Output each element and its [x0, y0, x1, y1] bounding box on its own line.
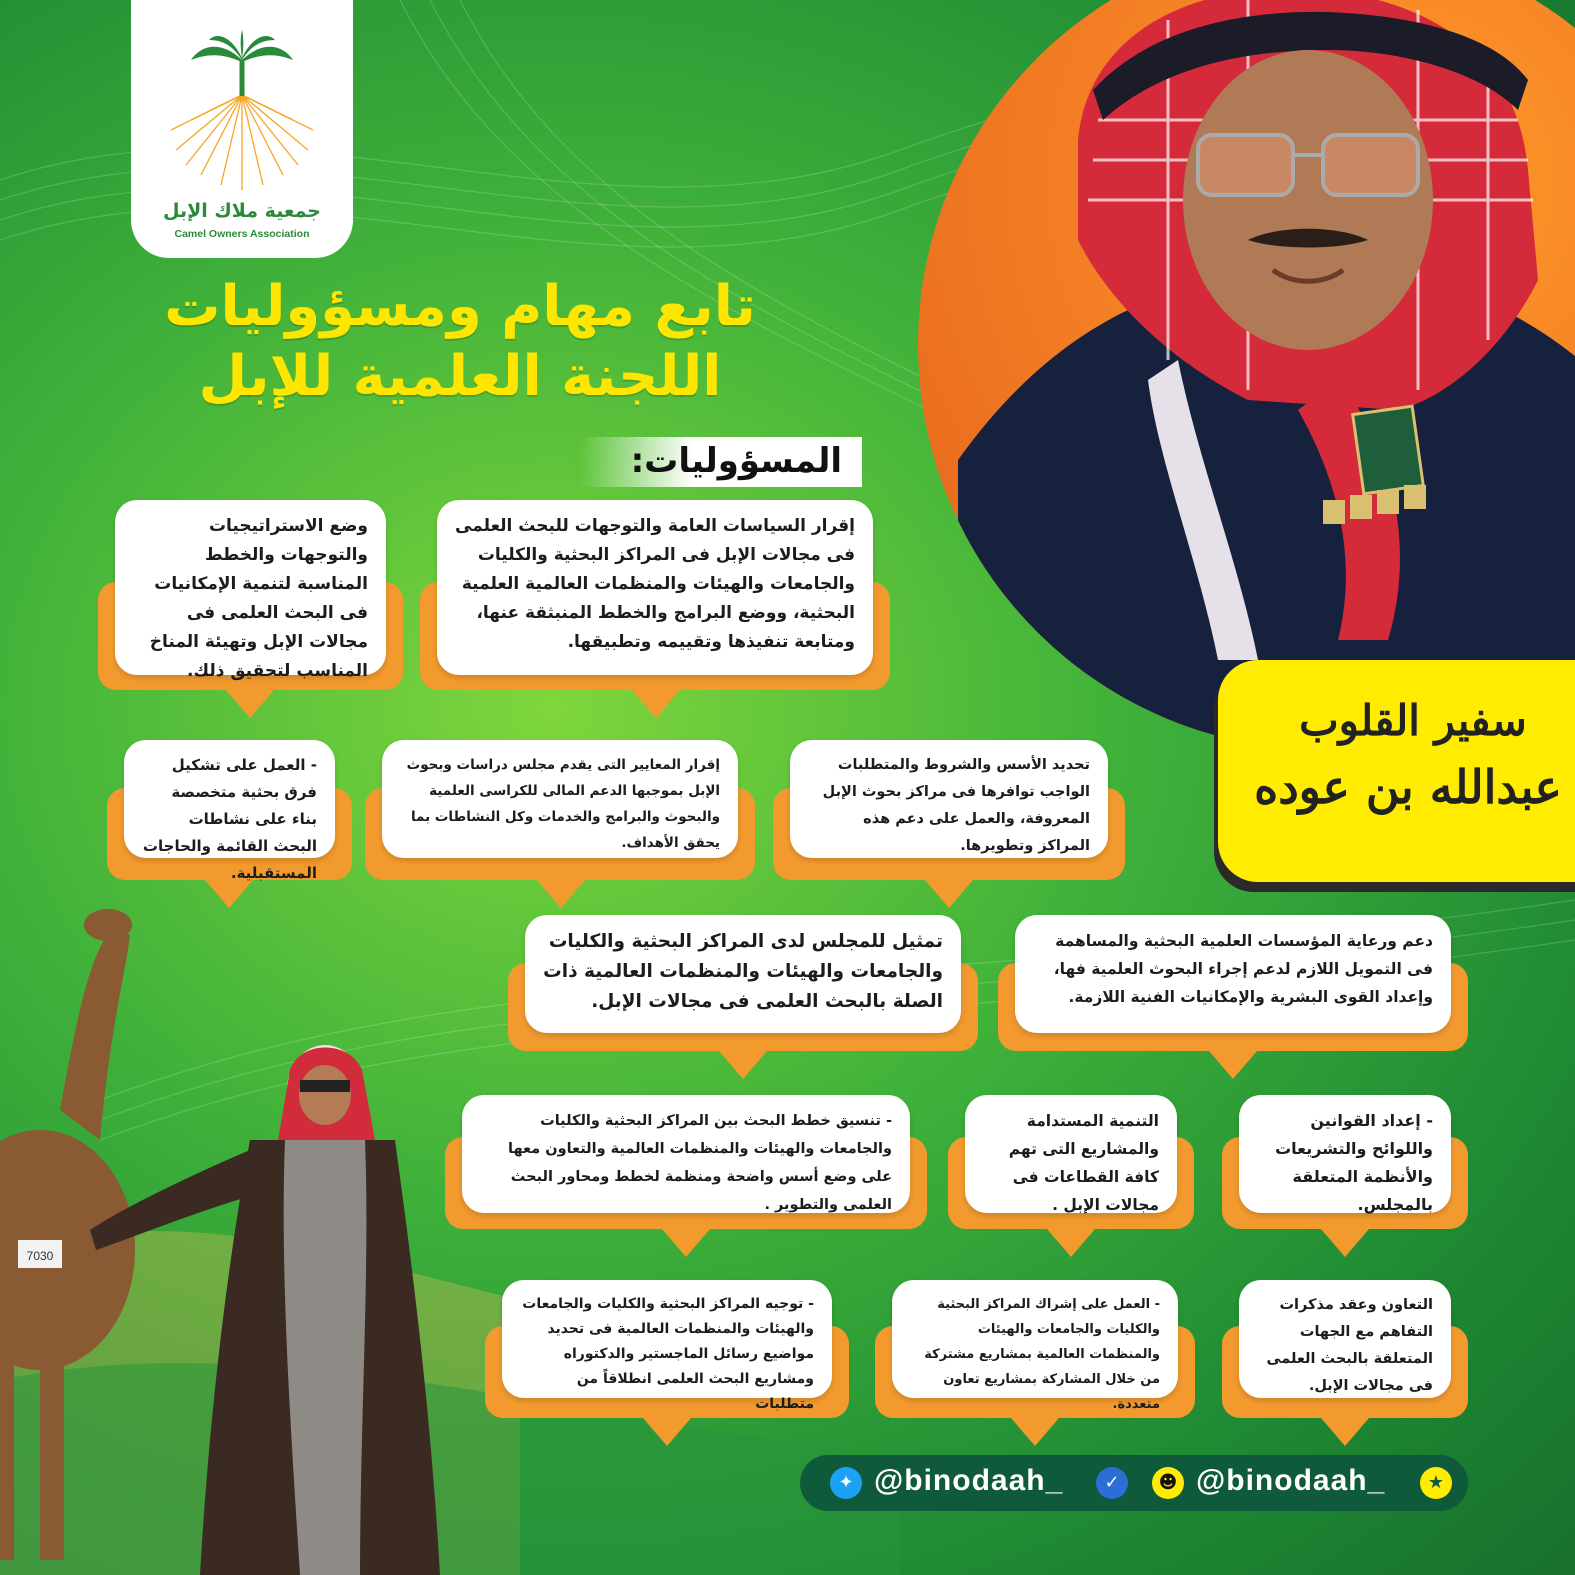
- responsibility-text-10: - تنسيق خطط البحث بين المراكز البحثية والكليات والجامعات والهيئات والمنظمات العالمية والتعاون معها على وضع أسس واضحة ومنظمة لخطط ومحاور البحث العلمى والتطوير .: [508, 1113, 892, 1213]
- responsibility-card-11: [1222, 1280, 1468, 1452]
- responsibility-text-1: إقرار السياسات العامة والتوجهات للبحث العلمى فى مجالات الإبل فى المراكز البحثية والكليات والجامعات والهيئات والمنظمات العالمية العلمية البحثية، ووضع البرامج والخطط المنبثقة عنها، ومتابعة تنفيذها وتقييمه وتطبيقها.: [455, 516, 855, 652]
- responsibility-text-8: - إعداد القوانين واللوائح والتشريعات والأنظمة المتعلقة بالمجلس.: [1275, 1111, 1433, 1214]
- responsibility-card-13: [485, 1280, 849, 1452]
- responsibility-text-3: تحديد الأسس والشروط والمتطلبات الواجب توافرها فى مراكز بحوث الإبل المعروفة، والعمل على دعم هذه المراكز وتطويرها.: [822, 757, 1090, 854]
- section-label: [580, 437, 862, 487]
- palm-tree-icon: [131, 0, 353, 200]
- responsibility-card-9: [948, 1095, 1194, 1265]
- page-title-line1: تابع مهام ومسؤوليات: [164, 274, 756, 339]
- association-logo: [131, 0, 353, 258]
- responsibility-card-12: [875, 1280, 1195, 1452]
- responsibility-card-6: [998, 915, 1468, 1085]
- responsibility-text-12: - العمل على إشراك المراكز البحثية والكليات والجامعات والهيئات والمنظمات العالمية بمشاريع مشتركة من خلال المشاركة بمشاريع تعاون متعددة.: [924, 1297, 1160, 1412]
- responsibility-text-5: - العمل على تشكيل فرق بحثية متخصصة بناء على نشاطات البحث القائمة والحاجات المستقبلية.: [142, 756, 317, 882]
- responsibility-card-2: [98, 500, 403, 728]
- name-card-title: سفير القلوب: [1299, 696, 1527, 745]
- responsibility-card-8: [1222, 1095, 1468, 1265]
- verified-icon: ✓: [1096, 1467, 1128, 1499]
- logo-name-en: Camel Owners Association: [174, 228, 310, 240]
- twitter-icon[interactable]: ✦: [830, 1467, 862, 1499]
- name-card: [1218, 660, 1575, 882]
- responsibility-text-11: التعاون وعقد مذكرات التفاهم مع الجهات المتعلقة بالبحث العلمى فى مجالات الإبل.: [1266, 1297, 1433, 1394]
- name-card-name: عبدالله بن عوده: [1254, 760, 1562, 814]
- responsibility-text-13: - توجيه المراكز البحثية والكليات والجامعات والهيئات والمنظمات العالمية فى تحديد مواضيع رسائل الماجستير والدكتوراه ومشاريع البحث العلمى انطلاقاً من متطلبات: [522, 1296, 814, 1412]
- social-bar: [800, 1455, 1468, 1511]
- responsibility-card-4: [365, 740, 755, 910]
- responsibility-text-6: دعم ورعاية المؤسسات العلمية البحثية والمساهمة فى التمويل اللازم لدعم إجراء البحوث العلمية فها، وإعداد القوى البشرية والإمكانيات الفنية اللازمة.: [1053, 932, 1433, 1006]
- responsibility-text-4: إقرار المعايير التى يقدم مجلس دراسات وبحوث الإبل بموجبها الدعم المالى للكراسى العلمية والبحوث والبرامج والخدمات وكل النشاطات بما يحقق الأهداف.: [406, 757, 720, 851]
- snapchat-icon[interactable]: ☻: [1152, 1467, 1184, 1499]
- responsibility-card-7: [508, 915, 978, 1085]
- responsibility-text-2: وضع الاستراتيجيات والتوجهات والخطط المناسبة لتنمية الإمكانيات فى البحث العلمى فى مجالات الإبل وتهيئة المناخ المناسب لتحقيق ذلك.: [149, 516, 368, 681]
- page-title-line2: اللجنة العلمية للإبل: [198, 344, 722, 409]
- responsibility-card-1: [420, 500, 890, 728]
- section-label-text: المسؤوليات:: [630, 441, 842, 481]
- star-icon: ★: [1420, 1467, 1452, 1499]
- logo-name-ar: جمعية ملاك الإبل: [162, 200, 322, 222]
- responsibility-text-9: التنمية المستدامة والمشاريع التى تهم كافة القطاعات فى مجالات الإبل .: [1008, 1112, 1159, 1214]
- responsibility-card-5: [107, 740, 352, 910]
- responsibility-text-7: تمثيل للمجلس لدى المراكز البحثية والكليات والجامعات والهيئات والمنظمات العالمية ذات الصلة بالبحث العلمى فى مجالات الإبل.: [543, 931, 943, 1012]
- camel-tag: 7030: [26, 1249, 54, 1263]
- responsibility-card-10: [445, 1095, 927, 1265]
- snapchat-handle[interactable]: @binodaah_: [1196, 1464, 1386, 1497]
- responsibility-card-3: [773, 740, 1125, 910]
- twitter-handle[interactable]: @binodaah_: [874, 1464, 1064, 1497]
